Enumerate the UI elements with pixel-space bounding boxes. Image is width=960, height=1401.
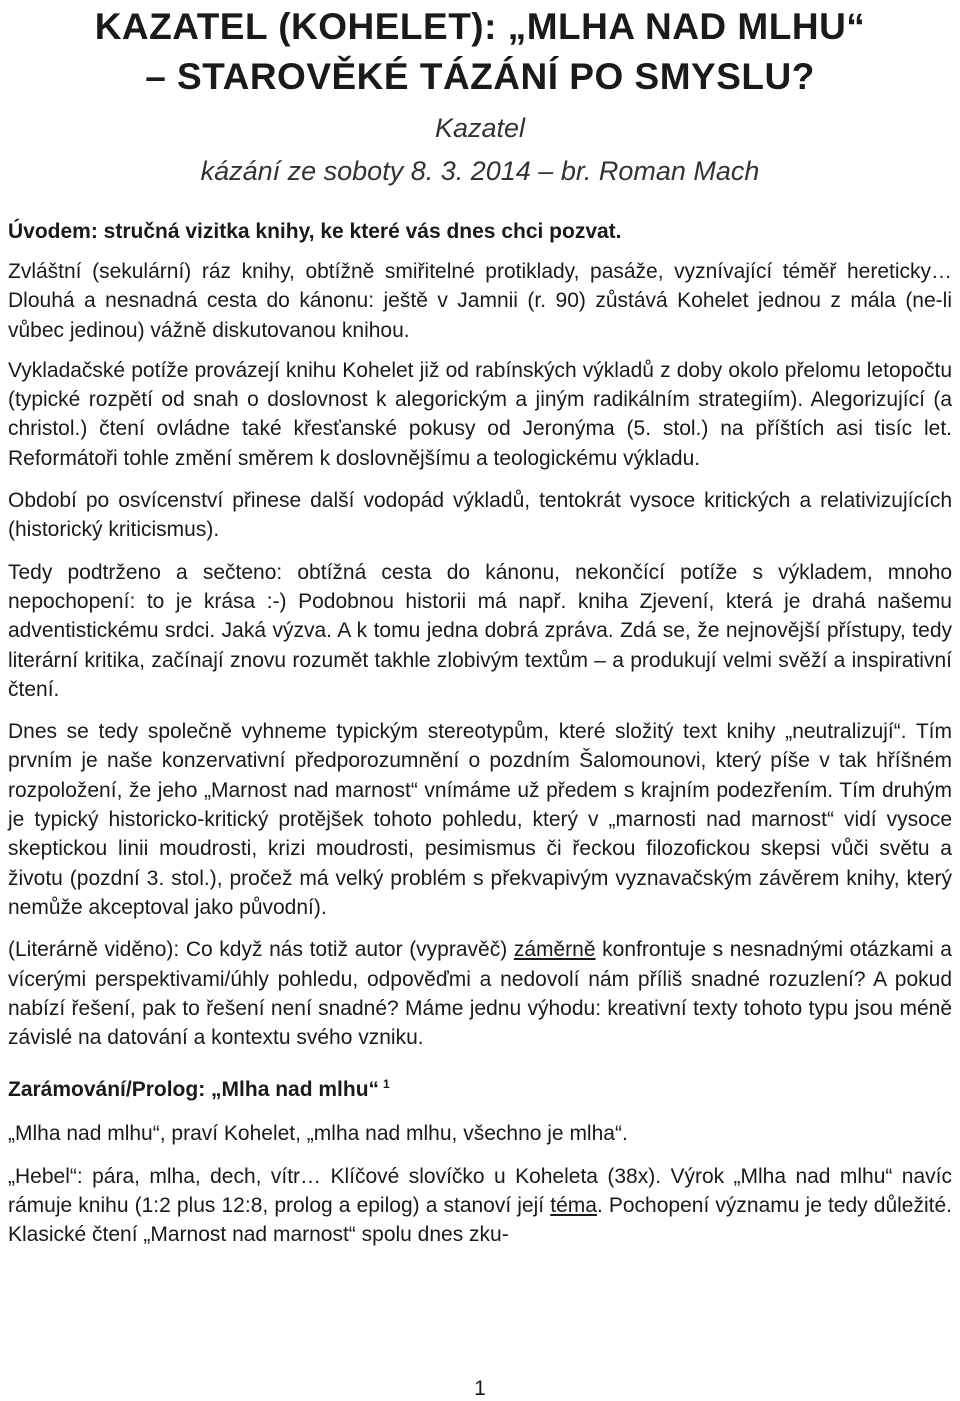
prolog-heading-text: Zarámování/Prolog: „Mlha nad mlhu“ — [8, 1078, 380, 1102]
paragraph-5: Dnes se tedy společně vyhneme typickým stereotypům, které složitý text knihy „neutralizují“. Tím prvním je naše konzervativní předporozumnění o pozdním Šalomounovi, který píše v tak hříšném rozpoložení, že jeho „Marnost nad marnost“ vnímáme už předem s krajním podezřením. Tím druhým je typický historicko-kritický protějšek tohoto pohledu, který v „marnosti nad marnost“ vidí vysoce skeptickou linii moudrosti, krizi moudrosti, pesimismus či řeckou filozofickou skepsi vůči světu a životu (pozdní 3. stol.), pročež má velký problém s překvapivým vyznavačským závěrem knihy, který nemůže akceptoval jako původní). — [8, 720, 952, 919]
document-body — [0, 257, 960, 1250]
subtitle-sermon: kázání ze soboty 8. 3. 2014 – br. Roman Mach — [200, 156, 760, 186]
paragraph-6-part-2: konfrontuje s nesnadnými otázkami a vícerými perspektivami/úhly pohledu, odpověďmi a nedovolí nám příliš snadné rozuzlení? A pokud nabízí řešení, pak to řešení není snadné? Máme jednu výhodu: kreativní texty tohoto typu jsou méně závislé na datování a kontextu svého vzniku. — [8, 938, 952, 1050]
underlined-word-zamerne: záměrně — [513, 938, 596, 962]
paragraph-7-part-1: „Hebel“: pára, mlha, dech, vítr… Klíčové slovíčko u Koheleta (38x). Výrok „Mlha nad mlhu“ navíc rámuje knihu (1:2 plus 12:8, prolog a epilog) a stanoví její — [8, 1164, 952, 1218]
footnote-marker[interactable]: 1 — [383, 1077, 390, 1092]
paragraph-4: Tedy podtrženo a sečteno: obtížná cesta do kánonu, nekončící potíže s výkladem, mnoho nepochopení: to je krása :-) Podobnou historii má např. kniha Zjevení, která je drahá našemu adventistickému srdci. Jaká výzva. A k tomu jedna dobrá zpráva. Zdá se, že nejnovější přístupy, tedy literární kritika, začínají znovu rozumět takhle zlobivým textům – a produkují velmi svěží a inspirativní čtení. — [8, 560, 952, 701]
prolog-heading — [8, 1069, 952, 1105]
intro-heading: Úvodem: stručná vizitka knihy, ke které vás dnes chci pozvat. — [8, 220, 622, 243]
paragraph-1: Zvláštní (sekulární) ráz knihy, obtížně smiřitelné protiklady, pasáže, vyznívající téměř hereticky… Dlouhá a nesnadná cesta do kánonu: ještě v Jamnii (r. 90) zůstává Kohelet jednou z mála (ne-li vůbec jedinou) vážně diskutovanou knihou. — [8, 260, 952, 342]
title-line-2: – STAROVĚKÉ TÁZÁNÍ PO SMYSLU? — [145, 56, 815, 97]
paragraph-2: Vykladačské potíže provázejí knihu Kohelet již od rabínských výkladů z doby okolo přelomu letopočtu (typické rozpětí od snah o doslovnost k alegorickým a jiným radikálním strategiím). Alegorizující (a christol.) čtení ovládne také křesťanské pokusy od Jeronýma (5. stol.) na příštích asi tisíc let. Reformátoři tohle změní směrem k doslovnějšímu a teologickému výkladu. — [8, 358, 952, 470]
underlined-word-tema: téma — [550, 1194, 597, 1218]
title-line-1: KAZATEL (KOHELET): „MLHA NAD MLHU“ — [94, 6, 866, 47]
page-number: 1 — [474, 1377, 486, 1400]
subtitle-book: Kazatel — [434, 113, 526, 143]
paragraph-7 — [8, 1162, 952, 1250]
paragraph-7-part-2: . Pochopení významu je tedy důležité. Klasické čtení „Marnost nad marnost“ spolu dnes zku- — [8, 1194, 952, 1247]
paragraph-6 — [8, 935, 952, 1052]
quote-line: „Mlha nad mlhu“, praví Kohelet, „mlha nad mlhu, všechno je mlha“. — [8, 1122, 628, 1146]
paragraph-6-part-1: (Literárně viděno): Co když nás totiž autor (vypravěč) — [8, 938, 514, 962]
paragraph-3: Období po osvícenství přinese další vodopád výkladů, tentokrát vysoce kritických a relativizujících (historický kriticismus). — [8, 489, 952, 542]
